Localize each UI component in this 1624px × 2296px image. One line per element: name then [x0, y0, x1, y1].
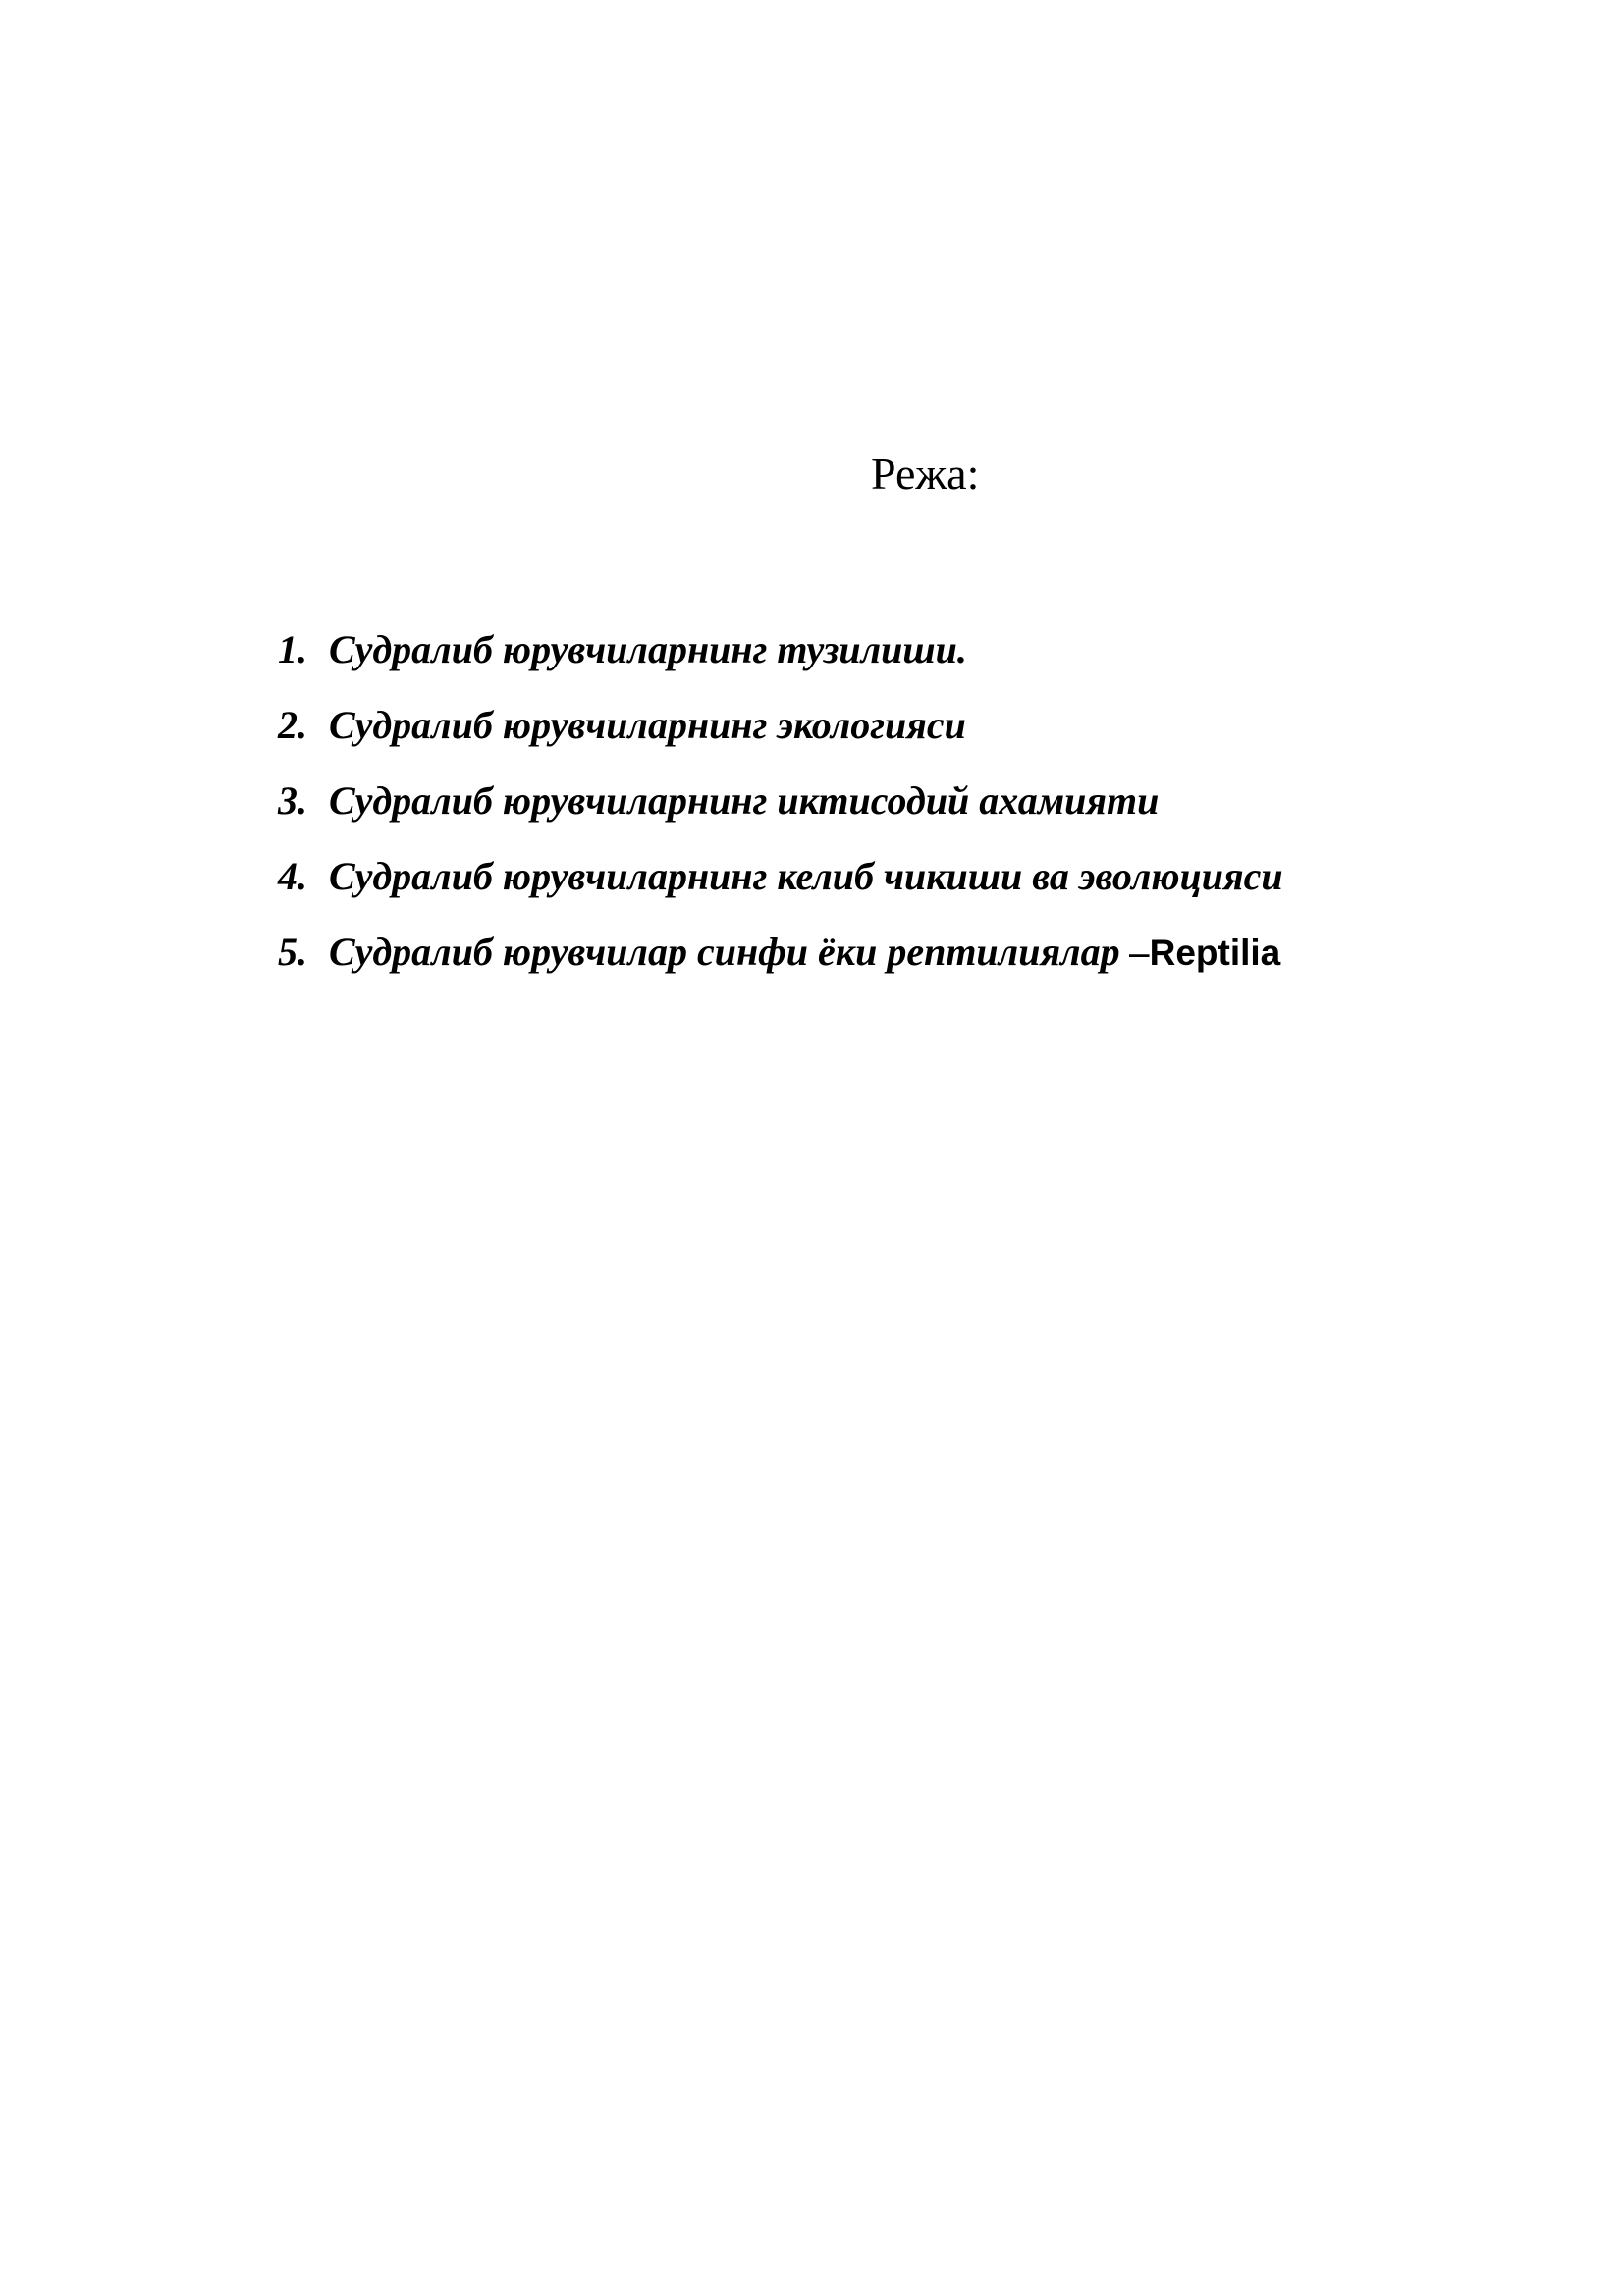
list-item-number: 2.: [278, 703, 307, 747]
list-item-text: Судралиб юрувчиларнинг иктисодий ахамияти: [329, 778, 1160, 823]
list-item-number: 5.: [278, 930, 307, 974]
list-item: [278, 930, 1283, 1008]
list-item-text: Судралиб юрувчиларнинг экологияси: [329, 703, 966, 747]
list-item: [278, 627, 1283, 706]
list-item-text: Судралиб юрувчиларнинг тузилиши.: [329, 627, 967, 671]
list-item: [278, 703, 1283, 781]
list-item-number: 4.: [278, 854, 307, 898]
list-item-number: 1.: [278, 627, 307, 671]
list-item: [278, 854, 1283, 933]
list-item: [278, 778, 1283, 857]
list-item-text: Судралиб юрувчиларнинг келиб чикиши ва эволюцияси: [329, 854, 1283, 898]
list-item-number: 3.: [278, 778, 307, 823]
list-item-latin-term: Reptilia: [1149, 933, 1281, 973]
page-title: Режа:: [871, 449, 980, 499]
list-item-text: Судралиб юрувчилар синфи ёки рептилиялар –: [329, 930, 1150, 974]
plan-list: [278, 627, 1283, 1008]
